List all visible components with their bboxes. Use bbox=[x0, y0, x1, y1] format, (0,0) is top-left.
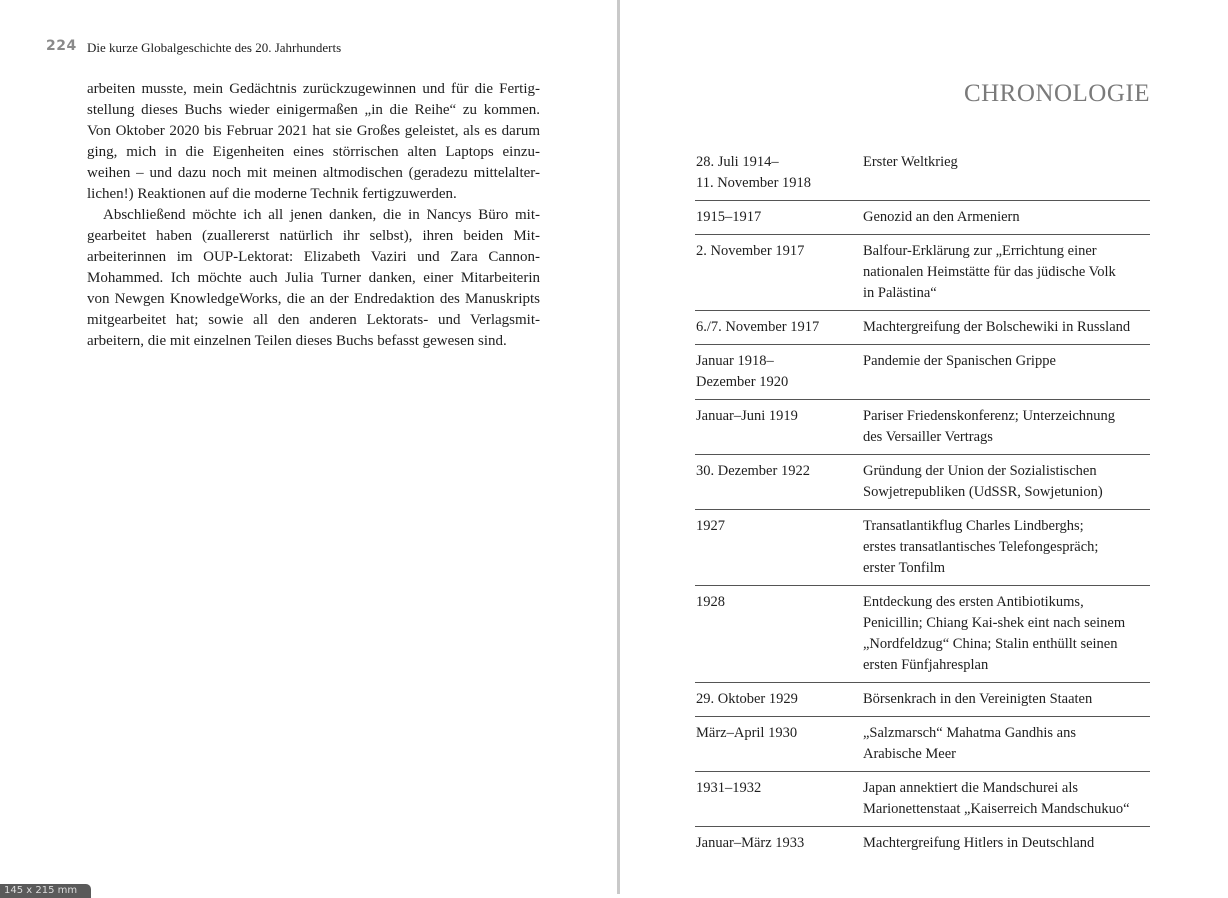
page-size-badge: 145 x 215 mm bbox=[0, 884, 91, 898]
event-line: Penicillin; Chiang Kai-shek eint nach seinem bbox=[863, 615, 1126, 631]
event-cell bbox=[862, 345, 1150, 400]
event-line: Erster Weltkrieg bbox=[863, 154, 958, 170]
chronology-row bbox=[695, 235, 1150, 311]
chronology-row bbox=[695, 345, 1150, 400]
event-line: Börsenkrach in den Vereinigten Staaten bbox=[863, 691, 1093, 707]
event-line: erster Tonfilm bbox=[863, 560, 946, 576]
event-line: erstes transatlantisches Telefongespräch; bbox=[863, 539, 1099, 555]
chronology-row bbox=[695, 455, 1150, 510]
event-line: des Versailler Vertrags bbox=[863, 429, 993, 445]
date-line: 1915–1917 bbox=[696, 209, 762, 225]
event-line: ersten Fünfjahresplan bbox=[863, 657, 989, 673]
event-line: Arabische Meer bbox=[863, 746, 956, 762]
chronology-row bbox=[695, 311, 1150, 345]
event-line: „Nordfeldzug“ China; Stalin enthüllt seinen bbox=[863, 636, 1118, 652]
text-line: ging, mich in die Eigenheiten eines störrischen alten Laptops einzu- bbox=[87, 144, 540, 160]
date-line: Januar 1918– bbox=[696, 353, 774, 369]
text-line: arbeiterinnen im OUP-Lektorat: Elizabeth Vaziri und Zara Cannon- bbox=[87, 249, 540, 265]
date-cell bbox=[695, 827, 862, 861]
event-line: Genozid an den Armeniern bbox=[863, 209, 1020, 225]
chapter-title: CHRONOLOGIE bbox=[963, 80, 1150, 107]
date-cell bbox=[695, 235, 862, 311]
date-line: 28. Juli 1914– bbox=[696, 154, 779, 170]
event-cell bbox=[862, 586, 1150, 683]
text-line: arbeiten musste, mein Gedächtnis zurückzugewinnen und für die Fertig- bbox=[87, 81, 540, 97]
event-cell bbox=[862, 772, 1150, 827]
event-cell bbox=[862, 152, 1150, 201]
text-line: arbeitern, die mit einzelnen Teilen dieses Buchs befasst gewesen sind. bbox=[87, 333, 507, 349]
date-line: 2. November 1917 bbox=[696, 243, 805, 259]
date-line: Januar–März 1933 bbox=[696, 835, 805, 851]
body-text bbox=[87, 79, 540, 352]
date-cell bbox=[695, 311, 862, 345]
date-cell bbox=[695, 345, 862, 400]
date-cell bbox=[695, 400, 862, 455]
right-page bbox=[620, 0, 1228, 894]
text-line: gearbeitet haben (zuallererst natürlich ihr selbst), ihren beiden Mit- bbox=[87, 228, 540, 244]
chronology-row bbox=[695, 827, 1150, 861]
event-line: nationalen Heimstätte für das jüdische Volk bbox=[863, 264, 1116, 280]
text-line: von Newgen KnowledgeWorks, die an der Endredaktion des Manuskripts bbox=[87, 291, 540, 307]
event-line: Transatlantikflug Charles Lindberghs; bbox=[863, 518, 1084, 534]
event-cell bbox=[862, 717, 1150, 772]
date-line: März–April 1930 bbox=[696, 725, 798, 741]
date-cell bbox=[695, 455, 862, 510]
date-line: 1927 bbox=[696, 518, 725, 534]
date-line: 1931–1932 bbox=[696, 780, 762, 796]
event-cell bbox=[862, 235, 1150, 311]
event-cell bbox=[862, 311, 1150, 345]
text-line: stellung dieses Buchs wieder einigermaßen „in die Reihe“ zu kommen. bbox=[87, 102, 540, 118]
event-line: Pariser Friedenskonferenz; Unterzeichnung bbox=[863, 408, 1116, 424]
chronology-row bbox=[695, 510, 1150, 586]
event-line: Gründung der Union der Sozialistischen bbox=[863, 463, 1097, 479]
chronology-row bbox=[695, 152, 1150, 201]
date-cell bbox=[695, 152, 862, 201]
chronology-row bbox=[695, 201, 1150, 235]
date-line: 11. November 1918 bbox=[696, 175, 812, 191]
event-line: Marionettenstaat „Kaiserreich Mandschukuo“ bbox=[863, 801, 1130, 817]
date-line: 1928 bbox=[696, 594, 725, 610]
event-cell bbox=[862, 827, 1150, 861]
event-cell bbox=[862, 510, 1150, 586]
date-cell bbox=[695, 510, 862, 586]
date-cell bbox=[695, 772, 862, 827]
date-cell bbox=[695, 586, 862, 683]
chronology-row bbox=[695, 772, 1150, 827]
event-line: Machtergreifung der Bolschewiki in Russland bbox=[863, 319, 1131, 335]
event-line: Machtergreifung Hitlers in Deutschland bbox=[863, 835, 1095, 851]
date-line: 30. Dezember 1922 bbox=[696, 463, 810, 479]
date-cell bbox=[695, 683, 862, 717]
chronology-row bbox=[695, 683, 1150, 717]
event-line: „Salzmarsch“ Mahatma Gandhis ans bbox=[863, 725, 1076, 741]
event-cell bbox=[862, 400, 1150, 455]
text-line: Mohammed. Ich möchte auch Julia Turner danken, einer Mitarbeiterin bbox=[87, 270, 540, 286]
chronology-table bbox=[695, 152, 1150, 860]
running-head: Die kurze Globalgeschichte des 20. Jahrhunderts bbox=[87, 40, 342, 55]
event-line: Entdeckung des ersten Antibiotikums, bbox=[863, 594, 1084, 610]
text-line: Von Oktober 2020 bis Februar 2021 hat sie Großes geleistet, als es darum bbox=[87, 123, 540, 139]
chronology-row bbox=[695, 586, 1150, 683]
page-number: 224 bbox=[46, 38, 77, 54]
event-cell bbox=[862, 455, 1150, 510]
date-line: Dezember 1920 bbox=[696, 374, 789, 390]
chronology-row bbox=[695, 717, 1150, 772]
event-cell bbox=[862, 201, 1150, 235]
date-line: Januar–Juni 1919 bbox=[696, 408, 798, 424]
event-line: Japan annektiert die Mandschurei als bbox=[863, 780, 1079, 796]
event-line: in Palästina“ bbox=[863, 285, 937, 301]
date-cell bbox=[695, 717, 862, 772]
text-line: lichen!) Reaktionen auf die moderne Technik fertigzuwerden. bbox=[87, 186, 457, 202]
date-cell bbox=[695, 201, 862, 235]
event-line: Sowjetrepubliken (UdSSR, Sowjetunion) bbox=[863, 484, 1103, 500]
event-line: Balfour-Erklärung zur „Errichtung einer bbox=[863, 243, 1097, 259]
date-line: 29. Oktober 1929 bbox=[696, 691, 798, 707]
text-line: weihen – und dazu noch mit meinen altmodischen (geradezu mittelalter- bbox=[87, 165, 540, 181]
event-line: Pandemie der Spanischen Grippe bbox=[863, 353, 1056, 369]
event-cell bbox=[862, 683, 1150, 717]
chronology-row bbox=[695, 400, 1150, 455]
text-line: mitgearbeitet hat; sowie all den anderen Lektorats- und Verlagsmit- bbox=[87, 312, 540, 328]
date-line: 6./7. November 1917 bbox=[696, 319, 820, 335]
text-line: Abschließend möchte ich all jenen danken, die in Nancys Büro mit- bbox=[103, 207, 540, 223]
